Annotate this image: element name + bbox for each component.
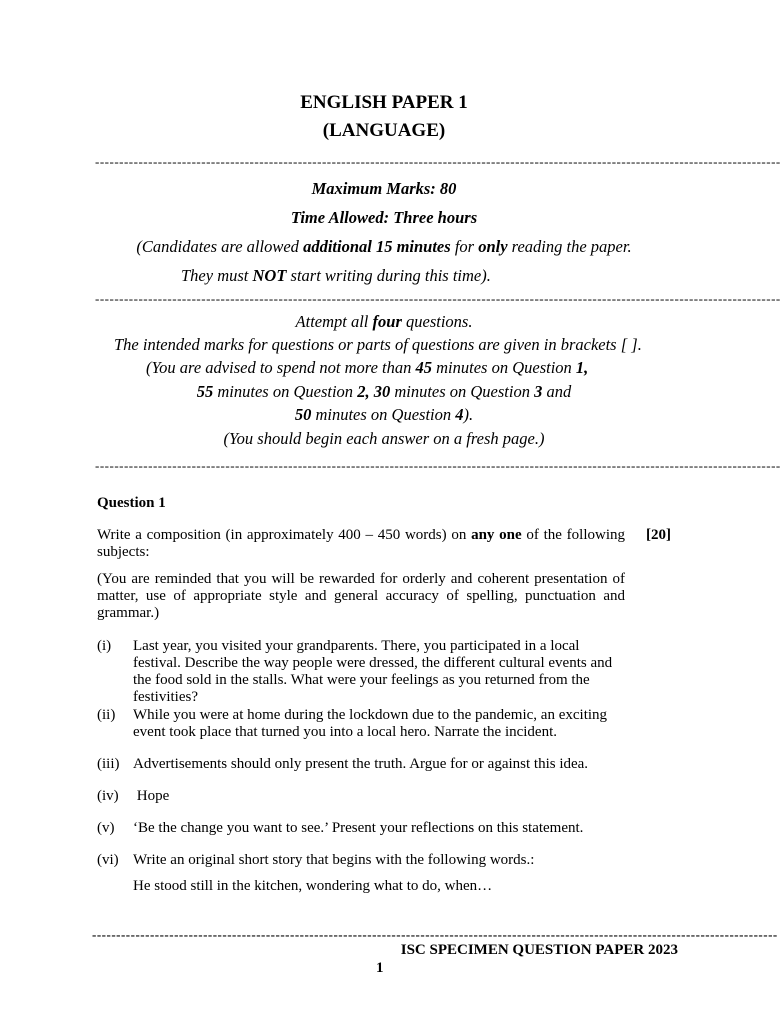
attempt-instruction: Attempt all four questions. — [295, 312, 473, 331]
marks-note: The intended marks for questions or parts of questions are given in brackets [ ]. — [114, 335, 642, 354]
fresh-page-note: (You should begin each answer on a fresh page.) — [223, 429, 545, 448]
option-text: While you were at home during the lockdown due to the pandemic, an exciting event took place that turned you into a local hero. Narrate the incident. — [133, 707, 608, 740]
divider-3: ---------------------------------------------------------------------------------------------------------------------------------------------- — [95, 458, 781, 473]
option-number: (v) — [97, 820, 115, 836]
paper-title: ENGLISH PAPER 1 — [300, 92, 468, 113]
option-text: Advertisements should only present the truth. Argue for or against this idea. — [133, 756, 589, 772]
reading-time-note: (Candidates are allowed additional 15 minutes for only reading the paper. — [136, 237, 632, 256]
question-1-reminder: (You are reminded that you will be rewarded for orderly and coherent presentation of matter, use of appropriate style and general accuracy of spelling, punctuation and grammar.) — [97, 571, 625, 621]
option-number: (ii) — [97, 707, 116, 723]
question-1-heading: Question 1 — [97, 495, 166, 511]
footer-divider: ---------------------------------------------------------------------------------------------------------------------------------------------- — [92, 927, 778, 942]
no-writing-note: They must NOT start writing during this time). — [181, 266, 491, 285]
paper-subtitle: (LANGUAGE) — [322, 120, 446, 141]
option-number: (vi) — [97, 852, 119, 868]
option-number: (i) — [97, 638, 112, 654]
footer-paper-name: ISC SPECIMEN QUESTION PAPER 2023 — [400, 942, 678, 958]
option-text: ‘Be the change you want to see.’ Present your reflections on this statement. — [133, 820, 584, 836]
question-1-intro: Write a composition (in approximately 400 – 450 words) on any one of the following subjects: — [97, 527, 625, 560]
divider-1: ---------------------------------------------------------------------------------------------------------------------------------------------- — [95, 154, 781, 169]
question-1-marks: [20] — [646, 527, 671, 543]
time-advice-line-2: 55 minutes on Question 2, 30 minutes on Question 3 and — [196, 382, 572, 401]
option-text: Hope — [133, 788, 170, 804]
time-advice-line-1: (You are advised to spend not more than 45 minutes on Question 1, — [146, 358, 589, 377]
story-opening-line: He stood still in the kitchen, wondering what to do, when… — [133, 878, 493, 894]
page-number: 1 — [376, 960, 384, 976]
option-number: (iv) — [97, 788, 119, 804]
option-text: Last year, you visited your grandparents. There, you participated in a local festival. Describe the way people were dressed, the different cultural events and the food sold in the stalls. What were your feelings as you returned from the festivities? — [133, 638, 613, 705]
option-text: Write an original short story that begins with the following words.: — [133, 852, 535, 868]
time-advice-line-3: 50 minutes on Question 4). — [294, 405, 474, 424]
time-allowed: Time Allowed: Three hours — [290, 208, 478, 227]
max-marks: Maximum Marks: 80 — [311, 179, 457, 198]
option-number: (iii) — [97, 756, 120, 772]
divider-2: ---------------------------------------------------------------------------------------------------------------------------------------------- — [95, 291, 781, 306]
